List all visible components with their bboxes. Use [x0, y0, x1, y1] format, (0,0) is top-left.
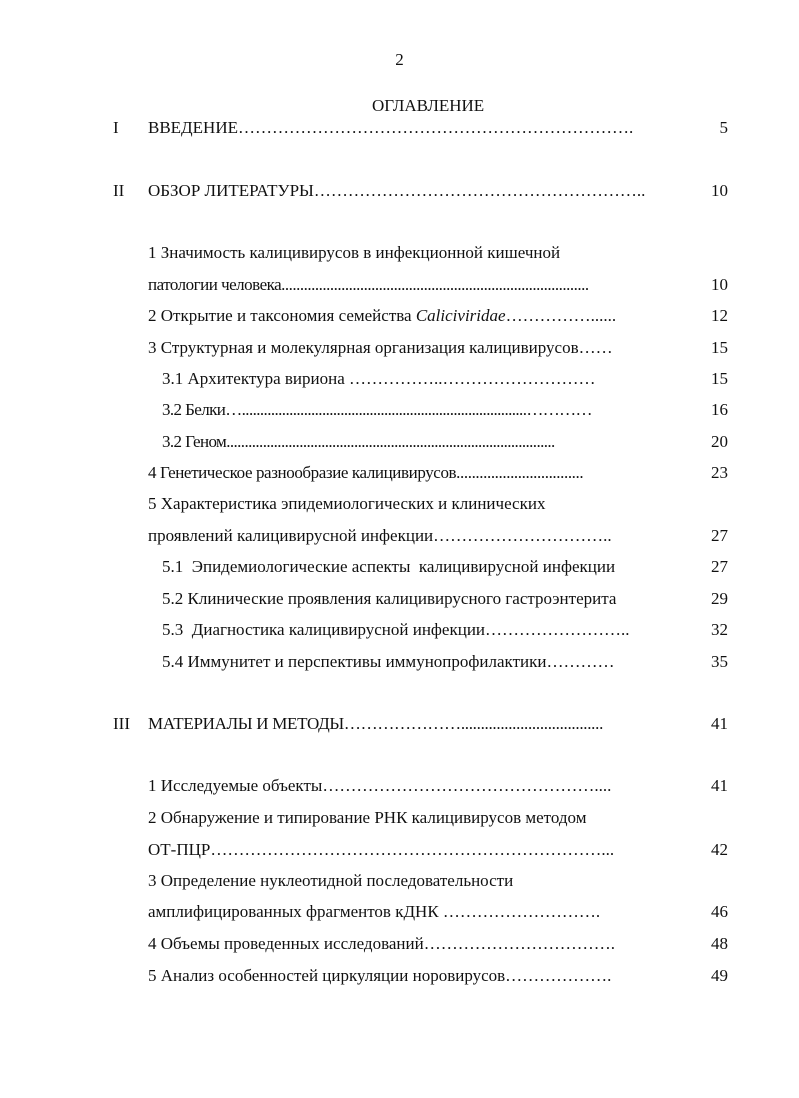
- toc-page-number: 41: [711, 776, 728, 795]
- toc-page-number: 42: [711, 840, 728, 859]
- toc-entry-text: 3.2 Геном..........................................................................................: [162, 432, 555, 451]
- toc-entry-text: 5 Анализ особенностей циркуляции норовирусов……………….: [148, 966, 612, 985]
- toc-page-number: 41: [711, 714, 728, 733]
- toc-entry: [0, 713, 799, 735]
- toc-entry-text: 2 Обнаружение и типирование РНК калицивирусов методом: [148, 808, 587, 827]
- toc-entry-text: 5.3 Диагностика калицивирусной инфекции……………………..: [162, 620, 630, 639]
- toc-entry: [0, 807, 799, 829]
- toc-page-number: 27: [711, 526, 728, 545]
- toc-page-number: 5: [719, 118, 728, 137]
- toc-entry: [0, 870, 799, 892]
- toc-entry-text-part: 2 Открытие и таксономия семейства: [148, 306, 416, 325]
- toc-entry-text: 5 Характеристика эпидемиологических и клинических: [148, 494, 546, 513]
- toc-page-number: 32: [711, 620, 728, 639]
- toc-entry-text: 3.1 Архитектура вириона ……………..………………………: [162, 369, 596, 388]
- taxon-name: Caliciviridae: [415, 306, 506, 325]
- toc-entry-text: 1 Исследуемые объекты…………………………………………....: [148, 776, 612, 795]
- toc-page-number: 49: [711, 966, 728, 985]
- toc-entry: [0, 556, 799, 578]
- toc-entry-text: 3 Структурная и молекулярная организация калицивирусов……: [148, 338, 613, 357]
- toc-entry: [0, 651, 799, 673]
- toc-entry: [0, 965, 799, 987]
- toc-page-number: 10: [711, 275, 728, 294]
- toc-entry-text: ОТ-ПЦР……………………………………………………………...: [148, 840, 615, 859]
- toc-entry-text: патологии человека..................................................................................: [148, 275, 589, 294]
- toc-entry-text: 3.2 Белки…..............................................................................…………: [162, 400, 592, 419]
- page-number: 2: [395, 50, 404, 69]
- toc-page-number: 48: [711, 934, 728, 953]
- toc-entry-text: 4 Объемы проведенных исследований…………………………….: [148, 934, 615, 953]
- toc-entry-text: 1 Значимость калицивирусов в инфекционной кишечной: [148, 243, 561, 262]
- toc-entry-text: МАТЕРИАЛЫ И МЕТОДЫ…………………....................................: [148, 714, 604, 733]
- toc-roman-numeral: I: [113, 118, 119, 137]
- toc-entry: [0, 619, 799, 641]
- toc-entry: [0, 493, 799, 515]
- toc-entry-text: 5.4 Иммунитет и перспективы иммунопрофилактики…………: [162, 652, 615, 671]
- toc-entry-text: 5.1 Эпидемиологические аспекты калицивирусной инфекции: [162, 557, 616, 576]
- toc-entry: [0, 242, 799, 264]
- toc-page-number: 15: [711, 369, 728, 388]
- toc-roman-numeral: III: [113, 714, 130, 733]
- toc-entry-text: проявлений калицивирусной инфекции…………………………..: [148, 526, 612, 545]
- toc-entry-text: 4 Генетическое разнообразие калицивирусов.................................: [148, 463, 584, 482]
- toc-entry: [0, 117, 799, 139]
- toc-entry: [0, 901, 799, 923]
- toc-page-number: 35: [711, 652, 728, 671]
- toc-entry: [0, 462, 799, 484]
- toc-page-number: 23: [711, 463, 728, 482]
- toc-entry: [0, 399, 799, 421]
- toc-entry: [0, 337, 799, 359]
- toc-page-number: 20: [711, 432, 728, 451]
- toc-entry-text: 5.2 Клинические проявления калицивирусного гастроэнтерита: [162, 589, 617, 608]
- toc-entry-text: [148, 305, 616, 327]
- toc-entry: [0, 274, 799, 296]
- toc-title: ОГЛАВЛЕНИЕ: [372, 96, 485, 115]
- toc-page-number: 27: [711, 557, 728, 576]
- toc-entry: [0, 305, 799, 327]
- toc-roman-numeral: II: [113, 181, 125, 200]
- toc-entry: [0, 431, 799, 453]
- toc-entry: [0, 839, 799, 861]
- toc-entry: [0, 180, 799, 202]
- toc-page-number: 46: [711, 902, 728, 921]
- toc-page-number: 10: [711, 181, 728, 200]
- toc-entry: [0, 775, 799, 797]
- toc-entry: [0, 933, 799, 955]
- toc-page-number: 29: [711, 589, 728, 608]
- toc-entry-text: ВВЕДЕНИЕ…………………………………………………………….: [148, 118, 634, 137]
- toc-page-number: 12: [711, 306, 728, 325]
- toc-entry: [0, 588, 799, 610]
- toc-entry-text-part: ……………......: [505, 306, 617, 325]
- toc-page-number: 15: [711, 338, 728, 357]
- toc-entry: [0, 368, 799, 390]
- toc-entry-text: 3 Определение нуклеотидной последовательности: [148, 871, 514, 890]
- toc-entry: [0, 525, 799, 547]
- toc-page-number: 16: [711, 400, 728, 419]
- toc-entry-text: амплифицированных фрагментов кДНК ……………………….: [148, 902, 601, 921]
- toc-entry-text: ОБЗОР ЛИТЕРАТУРЫ…………………………………………………..: [148, 181, 646, 200]
